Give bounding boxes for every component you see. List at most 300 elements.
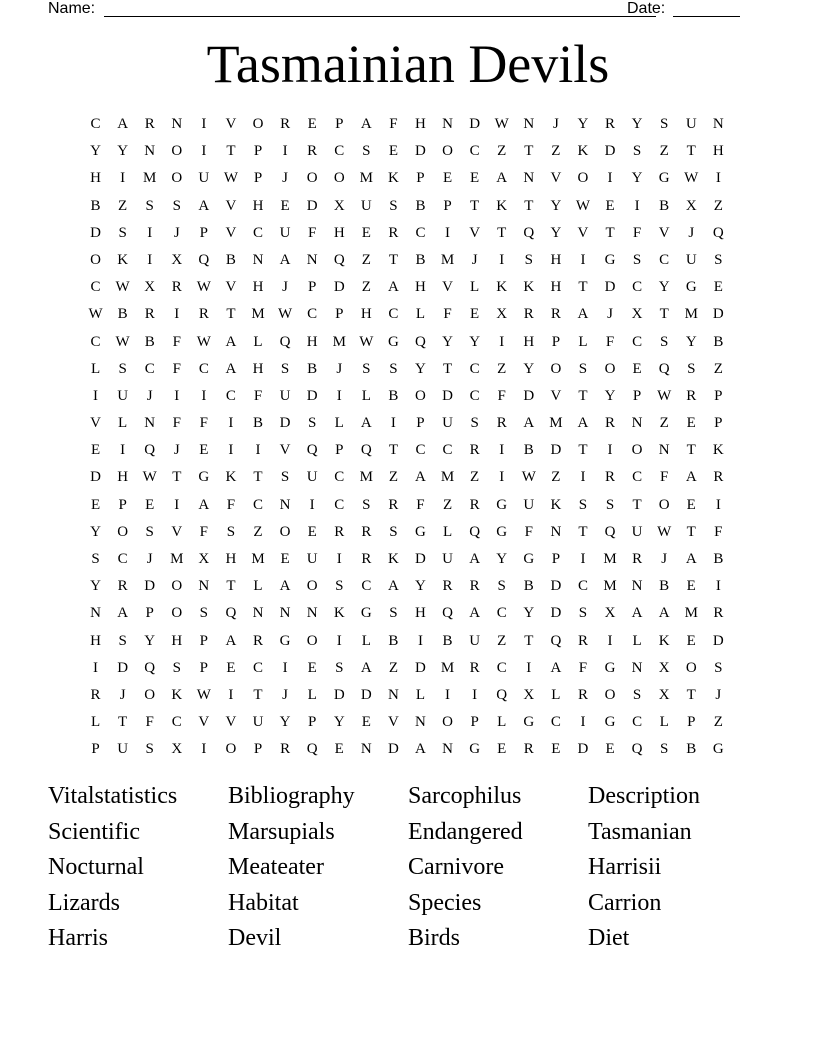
grid-letter: D [90, 469, 101, 486]
grid-letter: Q [360, 442, 372, 459]
grid-letter: I [282, 143, 288, 160]
grid-letter: T [686, 686, 696, 703]
grid-letter: R [144, 306, 155, 323]
grid-letter: S [172, 197, 181, 214]
grid-letter: F [416, 496, 425, 513]
grid-letter: B [442, 632, 453, 649]
grid-letter: B [144, 333, 155, 350]
grid-letter: R [117, 578, 128, 595]
grid-letter: F [605, 333, 615, 350]
grid-letter: M [251, 306, 265, 323]
grid-letter: I [580, 469, 586, 486]
grid-letter: Q [631, 741, 643, 758]
grid-letter: Y [469, 333, 481, 350]
grid-letter: T [578, 279, 588, 296]
grid-letter: O [306, 578, 318, 595]
grid-letter: I [634, 197, 640, 214]
grid-row [82, 410, 732, 437]
grid-letter: C [388, 306, 399, 323]
word-bank-item: Description [588, 783, 700, 809]
grid-letter: L [442, 523, 453, 540]
date-label: Date: [627, 0, 666, 17]
grid-letter: R [253, 632, 264, 649]
grid-letter: I [228, 442, 234, 459]
grid-row [82, 193, 732, 220]
grid-letter: X [333, 197, 345, 214]
grid-letter: S [362, 496, 371, 513]
grid-letter: D [577, 741, 589, 758]
grid-letter: M [603, 551, 617, 567]
grid-letter: F [632, 224, 642, 241]
word-bank-item: Scientific [48, 818, 140, 845]
grid-letter: I [228, 686, 234, 703]
grid-letter: M [359, 469, 373, 486]
grid-row [82, 138, 732, 165]
grid-letter: T [686, 442, 696, 459]
word-bank-item: Tasmanian [588, 818, 692, 845]
grid-letter: M [684, 306, 698, 323]
grid-letter: Y [523, 360, 535, 377]
grid-letter: Y [333, 714, 345, 731]
grid-letter: S [632, 686, 642, 703]
grid-row [82, 247, 732, 274]
grid-letter: S [118, 360, 127, 377]
grid-letter: J [552, 116, 559, 132]
grid-letter: R [171, 279, 182, 296]
grid-letter: W [575, 197, 591, 214]
grid-letter: P [551, 551, 561, 567]
grid-letter: H [333, 224, 345, 241]
grid-letter: C [90, 333, 101, 350]
grid-letter: K [387, 170, 399, 187]
grid-letter: R [388, 496, 399, 513]
grid-letter: R [334, 523, 345, 540]
grid-letter: T [659, 306, 669, 323]
grid-letter: S [497, 578, 506, 595]
grid-letter: A [360, 659, 372, 676]
grid-letter: Y [631, 116, 643, 132]
grid-row [82, 329, 732, 356]
grid-letter: I [120, 170, 126, 187]
grid-letter: Q [333, 251, 345, 268]
grid-letter: J [471, 251, 478, 268]
grid-letter: E [713, 279, 723, 296]
grid-letter: C [415, 224, 426, 241]
grid-letter: D [712, 306, 724, 323]
grid-letter: G [496, 496, 508, 513]
grid-letter: G [685, 279, 697, 296]
grid-letter: W [359, 333, 374, 350]
grid-letter: W [196, 333, 211, 350]
grid-letter: P [199, 224, 209, 241]
grid-letter: P [416, 415, 425, 432]
grid-letter: E [442, 170, 453, 187]
grid-letter: J [336, 360, 343, 377]
grid-letter: W [494, 116, 509, 132]
grid-letter: L [361, 387, 371, 404]
word-bank-item: Harris [48, 925, 108, 952]
grid-letter: P [253, 741, 263, 758]
grid-letter: H [252, 360, 264, 377]
grid-letter: V [225, 197, 237, 214]
grid-letter: H [550, 279, 562, 296]
grid-letter: K [171, 686, 183, 703]
grid-letter: N [387, 686, 399, 703]
grid-letter: F [660, 469, 669, 486]
grid-letter: H [252, 197, 264, 214]
grid-row [82, 628, 732, 655]
grid-letter: I [336, 551, 342, 567]
grid-letter: V [658, 224, 670, 241]
grid-letter: D [90, 224, 101, 241]
grid-letter: A [469, 605, 481, 622]
grid-letter: Z [659, 415, 669, 432]
grid-letter: S [714, 659, 723, 676]
grid-letter: E [497, 741, 507, 758]
grid-letter: X [171, 251, 183, 268]
grid-letter: R [605, 469, 616, 486]
grid-letter: T [578, 387, 588, 404]
grid-row [82, 709, 732, 736]
grid-letter: K [523, 279, 535, 296]
grid-letter: I [390, 415, 396, 432]
grid-letter: Y [658, 279, 670, 296]
grid-letter: I [526, 659, 532, 676]
grid-letter: O [604, 686, 616, 703]
grid-letter: C [659, 251, 670, 268]
grid-letter: W [684, 170, 699, 187]
grid-letter: U [442, 551, 453, 567]
grid-letter: R [577, 632, 588, 649]
grid-letter: S [578, 605, 588, 622]
grid-letter: Y [442, 333, 453, 350]
word-bank-item: Birds [408, 925, 461, 952]
grid-letter: L [632, 632, 642, 649]
grid-letter: N [658, 442, 670, 459]
grid-letter: R [550, 306, 561, 323]
grid-letter: O [117, 523, 129, 540]
grid-letter: H [415, 279, 426, 296]
grid-letter: Q [604, 523, 616, 540]
grid-letter: P [687, 714, 696, 731]
grid-letter: S [632, 251, 642, 268]
grid-letter: N [306, 605, 318, 622]
grid-letter: O [171, 605, 183, 622]
grid-row [82, 165, 732, 192]
grid-letter: K [550, 496, 562, 513]
grid-letter: L [415, 306, 426, 323]
grid-letter: A [360, 116, 372, 132]
grid-letter: X [631, 306, 643, 323]
grid-letter: P [199, 632, 209, 649]
grid-letter: T [632, 496, 642, 513]
grid-letter: M [603, 578, 617, 595]
grid-letter: L [551, 686, 561, 703]
grid-letter: H [415, 605, 426, 622]
word-bank-item: Species [408, 889, 482, 916]
grid-letter: C [307, 306, 318, 323]
grid-letter: G [604, 714, 616, 731]
grid-letter: A [225, 333, 237, 350]
grid-letter: O [171, 578, 183, 595]
grid-letter: A [117, 116, 129, 132]
grid-letter: P [714, 415, 723, 432]
grid-letter: G [198, 469, 210, 486]
grid-letter: C [469, 360, 480, 377]
grid-letter: H [225, 551, 237, 567]
grid-letter: T [226, 143, 236, 160]
grid-letter: U [279, 387, 291, 404]
grid-letter: B [713, 551, 724, 567]
grid-row [82, 464, 732, 491]
grid-letter: V [442, 279, 453, 296]
grid-letter: M [440, 251, 455, 268]
grid-letter: S [91, 551, 100, 567]
grid-letter: U [306, 551, 318, 567]
grid-letter: H [360, 306, 372, 323]
grid-letter: D [333, 686, 345, 703]
grid-letter: Y [496, 551, 508, 567]
grid-letter: W [223, 170, 239, 187]
grid-letter: T [578, 523, 588, 540]
grid-letter: C [632, 469, 643, 486]
grid-letter: D [333, 279, 345, 296]
grid-letter: Z [470, 469, 480, 486]
grid-letter: S [389, 360, 398, 377]
grid-letter: X [144, 279, 156, 296]
grid-letter: R [280, 116, 291, 132]
grid-letter: M [440, 659, 455, 676]
grid-letter: T [118, 714, 128, 731]
word-bank-item: Carnivore [408, 854, 504, 881]
word-bank-item: Meateater [228, 854, 324, 881]
grid-letter: Q [550, 632, 562, 649]
grid-letter: L [659, 714, 669, 731]
grid-letter: I [228, 415, 234, 432]
grid-letter: F [199, 415, 209, 432]
grid-letter: I [472, 686, 478, 703]
grid-letter: G [279, 632, 291, 649]
grid-letter: Y [685, 333, 697, 350]
grid-letter: A [415, 741, 426, 758]
grid-letter: E [686, 632, 696, 649]
grid-letter: P [118, 496, 127, 513]
grid-letter: T [253, 686, 263, 703]
grid-letter: P [335, 442, 344, 459]
grid-letter: D [469, 116, 481, 132]
grid-letter: N [306, 251, 318, 268]
grid-letter: H [550, 251, 562, 268]
grid-letter: I [715, 170, 721, 187]
grid-letter: C [415, 442, 426, 459]
grid-letter: E [686, 578, 696, 595]
page-title: Tasmainian Devils [206, 34, 610, 94]
grid-letter: U [360, 197, 372, 214]
grid-row [82, 682, 732, 709]
grid-letter: L [361, 632, 371, 649]
grid-letter: N [360, 741, 372, 758]
grid-letter: Z [253, 523, 263, 540]
grid-letter: V [550, 170, 562, 187]
grid-letter: N [523, 116, 535, 132]
grid-letter: O [658, 496, 670, 513]
grid-letter: Z [713, 360, 723, 377]
grid-letter: J [661, 551, 668, 567]
grid-letter: O [306, 632, 318, 649]
grid-letter: O [171, 170, 183, 187]
grid-letter: B [659, 197, 670, 214]
grid-row [82, 600, 732, 627]
grid-letter: O [306, 170, 318, 187]
grid-letter: N [279, 496, 291, 513]
grid-letter: U [198, 170, 210, 187]
grid-letter: Z [497, 143, 507, 160]
grid-letter: H [90, 170, 101, 187]
grid-letter: M [170, 551, 184, 567]
grid-letter: W [115, 333, 130, 350]
grid-letter: I [445, 224, 451, 241]
grid-letter: E [145, 496, 155, 513]
word-bank-item: Endangered [408, 818, 523, 845]
grid-letter: L [118, 415, 128, 432]
grid-letter: W [196, 686, 211, 703]
grid-letter: I [580, 551, 586, 567]
grid-letter: Y [90, 523, 101, 540]
grid-letter: W [657, 523, 672, 540]
grid-letter: M [251, 551, 265, 567]
grid-letter: T [388, 442, 398, 459]
grid-letter: S [524, 251, 533, 268]
word-bank-item: Bibliography [228, 783, 355, 809]
grid-letter: N [171, 116, 183, 132]
grid-letter: S [335, 659, 344, 676]
grid-letter: E [361, 714, 371, 731]
grid-letter: U [117, 387, 129, 404]
grid-letter: G [496, 523, 508, 540]
grid-row [82, 437, 732, 464]
grid-letter: A [225, 632, 237, 649]
grid-letter: E [90, 496, 101, 513]
grid-letter: I [580, 251, 586, 268]
grid-letter: F [145, 714, 154, 731]
grid-letter: X [658, 659, 670, 676]
grid-letter: N [442, 741, 453, 758]
grid-letter: T [226, 306, 236, 323]
grid-letter: A [577, 415, 589, 432]
grid-letter: G [360, 605, 372, 622]
grid-letter: A [685, 469, 697, 486]
date-blank-line [673, 16, 740, 17]
grid-letter: U [117, 741, 129, 758]
grid-letter: A [279, 251, 291, 268]
grid-letter: M [440, 469, 455, 486]
grid-letter: I [120, 442, 126, 459]
grid-letter: R [280, 741, 291, 758]
grid-letter: R [577, 686, 588, 703]
grid-letter: R [469, 578, 480, 595]
grid-letter: Q [712, 224, 724, 241]
grid-letter: V [469, 224, 481, 241]
grid-letter: G [469, 741, 481, 758]
grid-letter: C [361, 578, 372, 595]
grid-letter: I [201, 143, 207, 160]
grid-letter: N [198, 578, 210, 595]
grid-letter: C [171, 714, 182, 731]
grid-row [82, 736, 732, 763]
grid-letter: R [361, 551, 372, 567]
grid-letter: C [117, 551, 128, 567]
grid-letter: N [550, 523, 562, 540]
grid-letter: K [658, 632, 670, 649]
grid-letter: I [607, 632, 613, 649]
word-bank [48, 779, 768, 957]
grid-letter: T [226, 578, 236, 595]
grid-letter: W [142, 469, 157, 486]
grid-letter: S [660, 333, 669, 350]
word-bank-item: Lizards [48, 889, 120, 916]
grid-letter: R [496, 415, 507, 432]
grid-letter: A [360, 415, 372, 432]
grid-letter: R [361, 523, 372, 540]
grid-letter: E [605, 197, 615, 214]
grid-letter: Z [361, 251, 371, 268]
grid-letter: T [524, 143, 534, 160]
grid-letter: P [307, 714, 317, 731]
grid-letter: P [443, 197, 452, 214]
grid-letter: T [686, 143, 696, 160]
grid-letter: P [551, 333, 561, 350]
grid-letter: O [171, 143, 183, 160]
grid-letter: V [550, 387, 562, 404]
grid-letter: T [524, 197, 534, 214]
grid-letter: D [604, 279, 616, 296]
grid-letter: H [171, 632, 183, 649]
grid-letter: U [252, 714, 264, 731]
grid-letter: D [604, 143, 616, 160]
grid-letter: U [442, 415, 453, 432]
grid-letter: S [389, 523, 398, 540]
grid-letter: D [550, 578, 562, 595]
grid-letter: S [280, 360, 290, 377]
grid-letter: A [685, 551, 697, 567]
grid-letter: D [415, 551, 426, 567]
grid-letter: Q [279, 333, 291, 350]
grid-letter: R [632, 551, 643, 567]
grid-letter: J [282, 170, 288, 187]
grid-letter: I [147, 224, 153, 241]
grid-letter: W [278, 306, 293, 323]
grid-letter: W [521, 469, 536, 486]
grid-letter: T [470, 197, 480, 214]
grid-letter: P [335, 116, 344, 132]
grid-letter: R [307, 143, 318, 160]
grid-letter: O [442, 143, 453, 160]
grid-letter: S [307, 415, 317, 432]
grid-letter: S [605, 496, 615, 513]
grid-letter: C [253, 496, 264, 513]
word-bank-item: Diet [588, 925, 630, 952]
grid-letter: Z [497, 632, 507, 649]
grid-letter: R [90, 686, 101, 703]
word-bank-item: Habitat [228, 889, 299, 916]
grid-letter: Z [497, 360, 507, 377]
grid-letter: P [199, 659, 209, 676]
grid-letter: I [499, 333, 505, 350]
grid-letter: S [335, 578, 344, 595]
grid-letter: E [307, 523, 317, 540]
grid-letter: V [225, 116, 237, 132]
grid-letter: F [172, 415, 181, 432]
